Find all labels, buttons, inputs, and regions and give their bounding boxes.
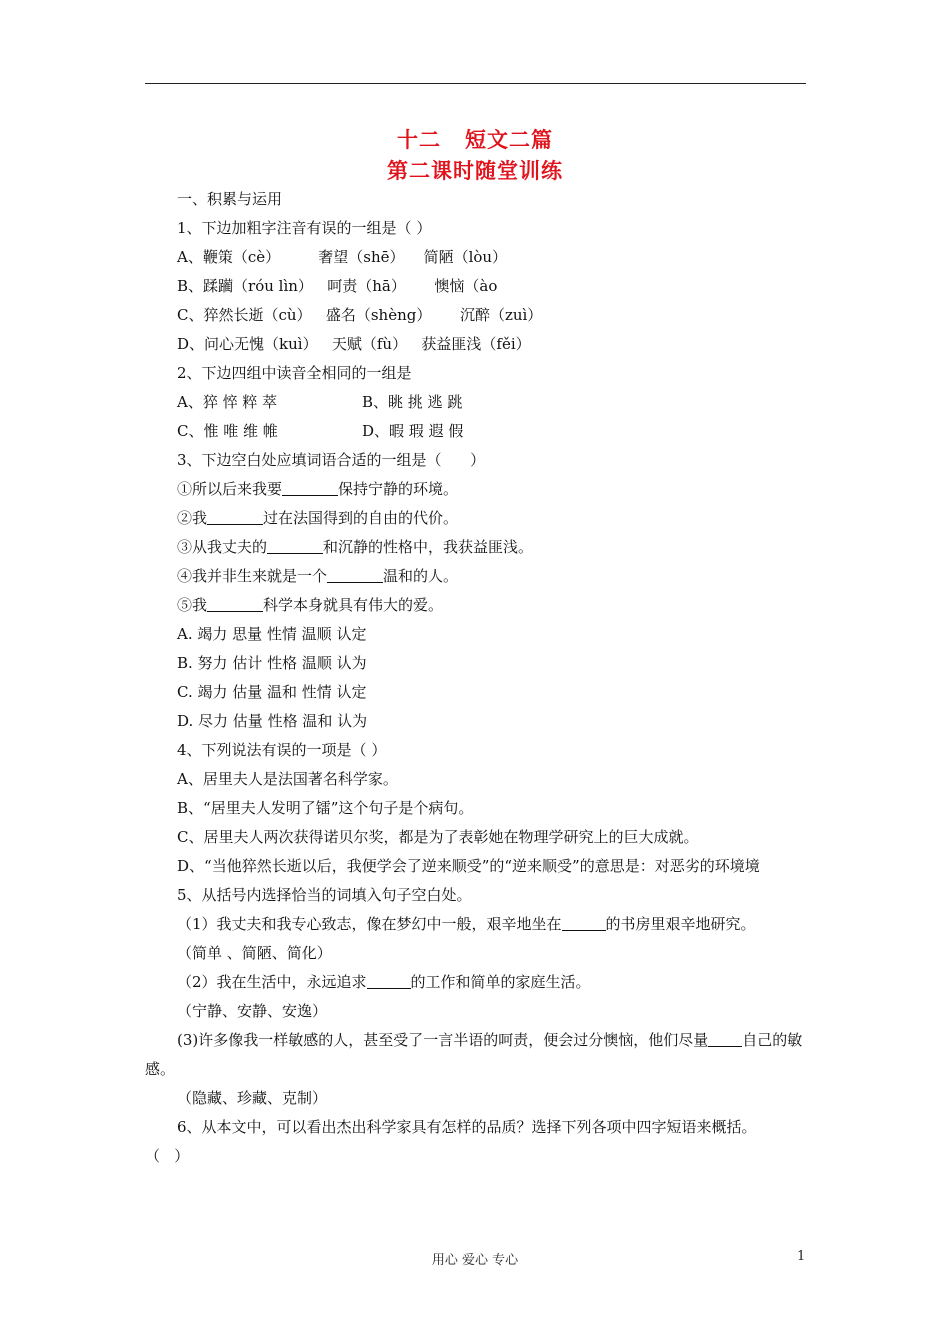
- q3-item-2: ②我 过在法国得到的自由的代价。: [177, 509, 459, 527]
- q2-option-d: D、暇 瑕 遐 假: [362, 422, 464, 440]
- q5-sentence-2: （2）我在生活中，永远追求 的工作和简单的家庭生活。: [177, 973, 591, 991]
- q2-option-a: A、猝 悴 粹 萃: [177, 393, 278, 411]
- q1-option-d: D、问心无愧（kuì） 天赋（fù） 获益匪浅（fěi）: [177, 335, 531, 353]
- q5-stem: 5、从括号内选择恰当的词填入句子空白处。: [177, 886, 472, 904]
- q2-option-c: C、惟 唯 维 帷: [177, 422, 278, 440]
- fill-blank[interactable]: [367, 971, 411, 989]
- fill-blank[interactable]: [207, 507, 263, 525]
- q6-stem: 6、从本文中，可以看出杰出科学家具有怎样的品质？选择下列各项中四字短语来概括。: [177, 1118, 757, 1136]
- q4-stem: 4、下列说法有误的一项是（ ）: [177, 741, 387, 759]
- q3-item-3: ③从我丈夫的 和沉静的性格中，我获益匪浅。: [177, 538, 534, 556]
- q2-stem: 2、下边四组中读音全相同的一组是: [177, 364, 412, 382]
- q3-stem: 3、下边空白处应填词语合适的一组是（ ）: [177, 451, 486, 469]
- q5-choices-2: （宁静、安静、安逸）: [177, 1002, 328, 1020]
- q1-stem: 1、下边加粗字注音有误的一组是（ ）: [177, 219, 432, 237]
- q2-row-1: [145, 388, 807, 417]
- page-number: 1: [797, 1249, 806, 1264]
- lesson-subtitle: 第二课时随堂训练: [387, 158, 563, 183]
- q5-sentence-3: (3)许多像我一样敏感的人，甚至受了一言半语的呵责，便会过分懊恼，他们尽量 自己的敏感。: [145, 1031, 803, 1078]
- fill-blank[interactable]: [282, 478, 338, 496]
- q4-option-b: B、“居里夫人发明了镭”这个句子是个病句。: [177, 799, 474, 817]
- fill-blank[interactable]: [207, 594, 263, 612]
- section-heading: 一、积累与运用: [177, 190, 283, 208]
- q3-option-a: A. 竭力 思量 性情 温顺 认定: [177, 625, 367, 643]
- q3-item-1: ①所以后来我要 保持宁静的环境。: [177, 480, 459, 498]
- fill-blank[interactable]: [327, 565, 383, 583]
- q4-option-c: C、居里夫人两次获得诺贝尔奖，都是为了表彰她在物理学研究上的巨大成就。: [177, 828, 699, 846]
- q4-option-a: A、居里夫人是法国著名科学家。: [177, 770, 398, 788]
- q1-option-b: B、蹂躏（róu lìn） 呵责（hā） 懊恼（ào: [177, 277, 498, 295]
- fill-blank[interactable]: [267, 536, 323, 554]
- lesson-title: 十二 短文二篇: [397, 127, 553, 152]
- q5-choices-1: （简单 、简陋、简化）: [177, 944, 332, 962]
- q4-option-d: D、“当他猝然长逝以后，我便学会了逆来顺受”的“逆来顺受”的意思是：对恶劣的环境境: [177, 857, 760, 875]
- fill-blank[interactable]: [562, 913, 606, 931]
- header-rule: [145, 83, 806, 84]
- q1-option-c: C、猝然长逝（cù） 盛名（shèng） 沉醉（zuì）: [177, 306, 543, 324]
- q3-option-c: C. 竭力 估量 温和 性情 认定: [177, 683, 367, 701]
- q3-item-4: ④我并非生来就是一个 温和的人。: [177, 567, 459, 585]
- q5-sentence-1: （1）我丈夫和我专心致志，像在梦幻中一般，艰辛地坐在 的书房里艰辛地研究。: [177, 915, 756, 933]
- q5-choices-3: （隐藏、珍藏、克制）: [177, 1089, 328, 1107]
- q3-option-b: B. 努力 估计 性格 温顺 认为: [177, 654, 367, 672]
- q3-option-d: D. 尽力 估量 性格 温和 认为: [177, 712, 368, 730]
- q3-item-5: ⑤我 科学本身就具有伟大的爱。: [177, 596, 444, 614]
- q2-option-b: B、眺 挑 逃 跳: [362, 393, 463, 411]
- fill-blank[interactable]: [708, 1029, 742, 1047]
- page-footer: 用心 爱心 专心: [431, 1253, 519, 1268]
- q1-option-a: A、鞭策（cè） 奢望（shē） 简陋（lòu）: [177, 248, 508, 266]
- exercise-body: [145, 185, 807, 1171]
- q2-row-2: [145, 417, 807, 446]
- q6-answer-paren: （ ）: [145, 1147, 190, 1165]
